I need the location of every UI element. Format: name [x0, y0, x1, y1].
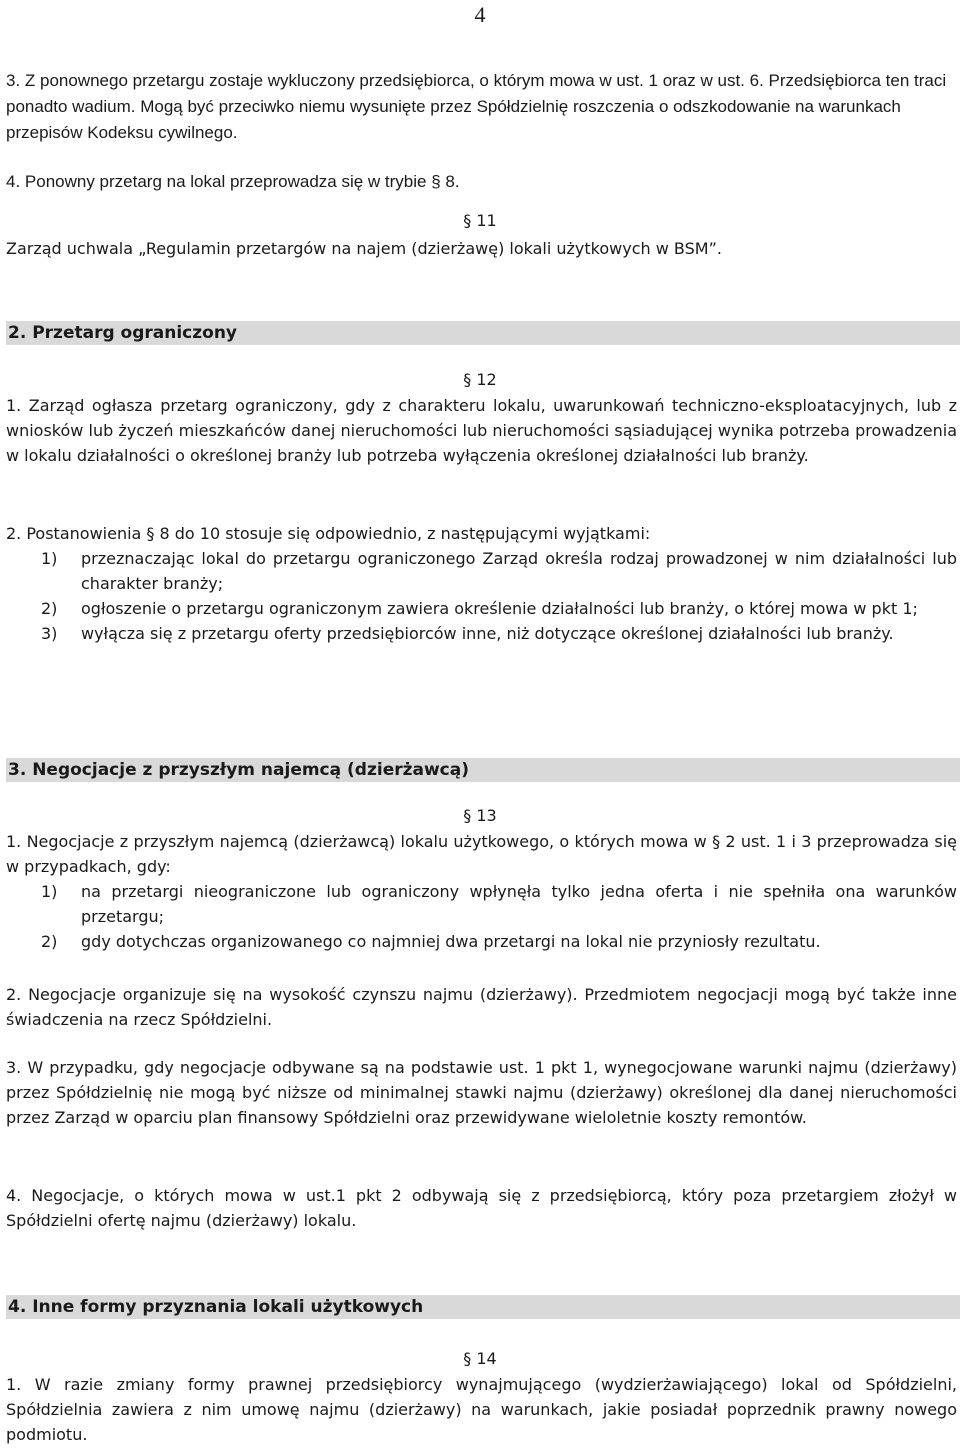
paragraph-title-11: § 11	[463, 211, 497, 230]
paragraph-4: 4. Ponowny przetarg na lokal przeprowadza się w trybie § 8.	[6, 172, 460, 191]
section-heading-2: 2. Przetarg ograniczony	[6, 321, 960, 345]
section-heading-4: 4. Inne formy przyznania lokali użytkowych	[6, 1295, 960, 1319]
paragraph-title-12: § 12	[463, 370, 497, 389]
list-text: przeznaczając lokal do przetargu ograniczonego Zarząd określa rodzaj prowadzonej w nim działalności lub charakter branży;	[81, 549, 957, 593]
list-number: 1)	[41, 882, 58, 901]
paragraph-11-text: Zarząd uchwala „Regulamin przetargów na najem (dzierżawę) lokali użytkowych w BSM”.	[6, 239, 722, 258]
list-text: na przetargi nieograniczone lub ograniczony wpłynęła tylko jedna oferta i nie spełniła ona warunków przetargu;	[81, 882, 957, 926]
list-text: gdy dotychczas organizowanego co najmniej dwa przetargi na lokal nie przyniosły rezultatu.	[81, 932, 821, 951]
section-heading-3: 3. Negocjacje z przyszłym najemcą (dzierżawcą)	[6, 758, 960, 782]
paragraph-title-14: § 14	[463, 1349, 497, 1368]
paragraph-13-list	[6, 879, 957, 954]
list-item	[6, 929, 957, 954]
paragraph-12-list	[6, 546, 957, 646]
list-text: ogłoszenie o przetargu ograniczonym zawiera określenie działalności lub branży, o której mowa w pkt 1;	[81, 599, 918, 618]
list-number: 2)	[41, 932, 58, 951]
list-item	[6, 621, 957, 646]
list-item	[6, 546, 957, 596]
paragraph-14-p1: 1. W razie zmiany formy prawnej przedsiębiorcy wynajmującego (wydzierżawiającego) lokal od Spółdzielni, Spółdzielnia zawiera z nim umowę najmu (dzierżawy) na warunkach, jakie posiadał poprzednik prawny nowego podmiotu.	[6, 1375, 957, 1444]
paragraph-13-p3: 3. W przypadku, gdy negocjacje odbywane są na podstawie ust. 1 pkt 1, wynegocjowane warunki najmu (dzierżawy) przez Spółdzielnię nie mogą być niższe od minimalnej stawki najmu (dzierżawy) określonej dla danej nieruchomości przez Zarząd w oparciu plan finansowy Spółdzielni oraz przewidywane wieloletnie koszty remontów.	[6, 1058, 957, 1127]
paragraph-12-p2: 2. Postanowienia § 8 do 10 stosuje się odpowiednio, z następującymi wyjątkami:	[6, 524, 651, 543]
paragraph-13-p4: 4. Negocjacje, o których mowa w ust.1 pkt 2 odbywają się z przedsiębiorcą, który poza przetargiem złożył w Spółdzielni ofertę najmu (dzierżawy) lokalu.	[6, 1186, 957, 1230]
list-item	[6, 879, 957, 929]
list-number: 1)	[41, 549, 58, 568]
paragraph-13-p1: 1. Negocjacje z przyszłym najemcą (dzierżawcą) lokalu użytkowego, o których mowa w § 2 ust. 1 i 3 przeprowadza się w przypadkach, gdy:	[6, 832, 957, 876]
paragraph-13-p2: 2. Negocjacje organizuje się na wysokość czynszu najmu (dzierżawy). Przedmiotem negocjacji mogą być także inne świadczenia na rzecz Spółdzielni.	[6, 985, 957, 1029]
list-number: 2)	[41, 599, 58, 618]
paragraph-12-p1: 1. Zarząd ogłasza przetarg ograniczony, gdy z charakteru lokalu, uwarunkowań techniczno-eksploatacyjnych, lub z wniosków lub życzeń mieszkańców danej nieruchomości lub nieruchomości sąsiadującej wynika potrzeba prowadzenia w lokalu działalności o określonej branży lub potrzeba wyłączenia określonej działalności lub branży.	[6, 396, 957, 465]
list-item	[6, 596, 957, 621]
paragraph-title-13: § 13	[463, 806, 497, 825]
page-number: 4	[474, 2, 486, 27]
list-number: 3)	[41, 624, 58, 643]
list-text: wyłącza się z przetargu oferty przedsiębiorców inne, niż dotyczące określonej działalności lub branży.	[81, 624, 894, 643]
paragraph-3: 3. Z ponownego przetargu zostaje wykluczony przedsiębiorca, o którym mowa w ust. 1 oraz w ust. 6. Przedsiębiorca ten traci ponadto wadium. Mogą być przeciwko niemu wysunięte przez Spółdzielnię roszczenia o odszkodowanie na warunkach przepisów Kodeksu cywilnego.	[6, 71, 947, 142]
